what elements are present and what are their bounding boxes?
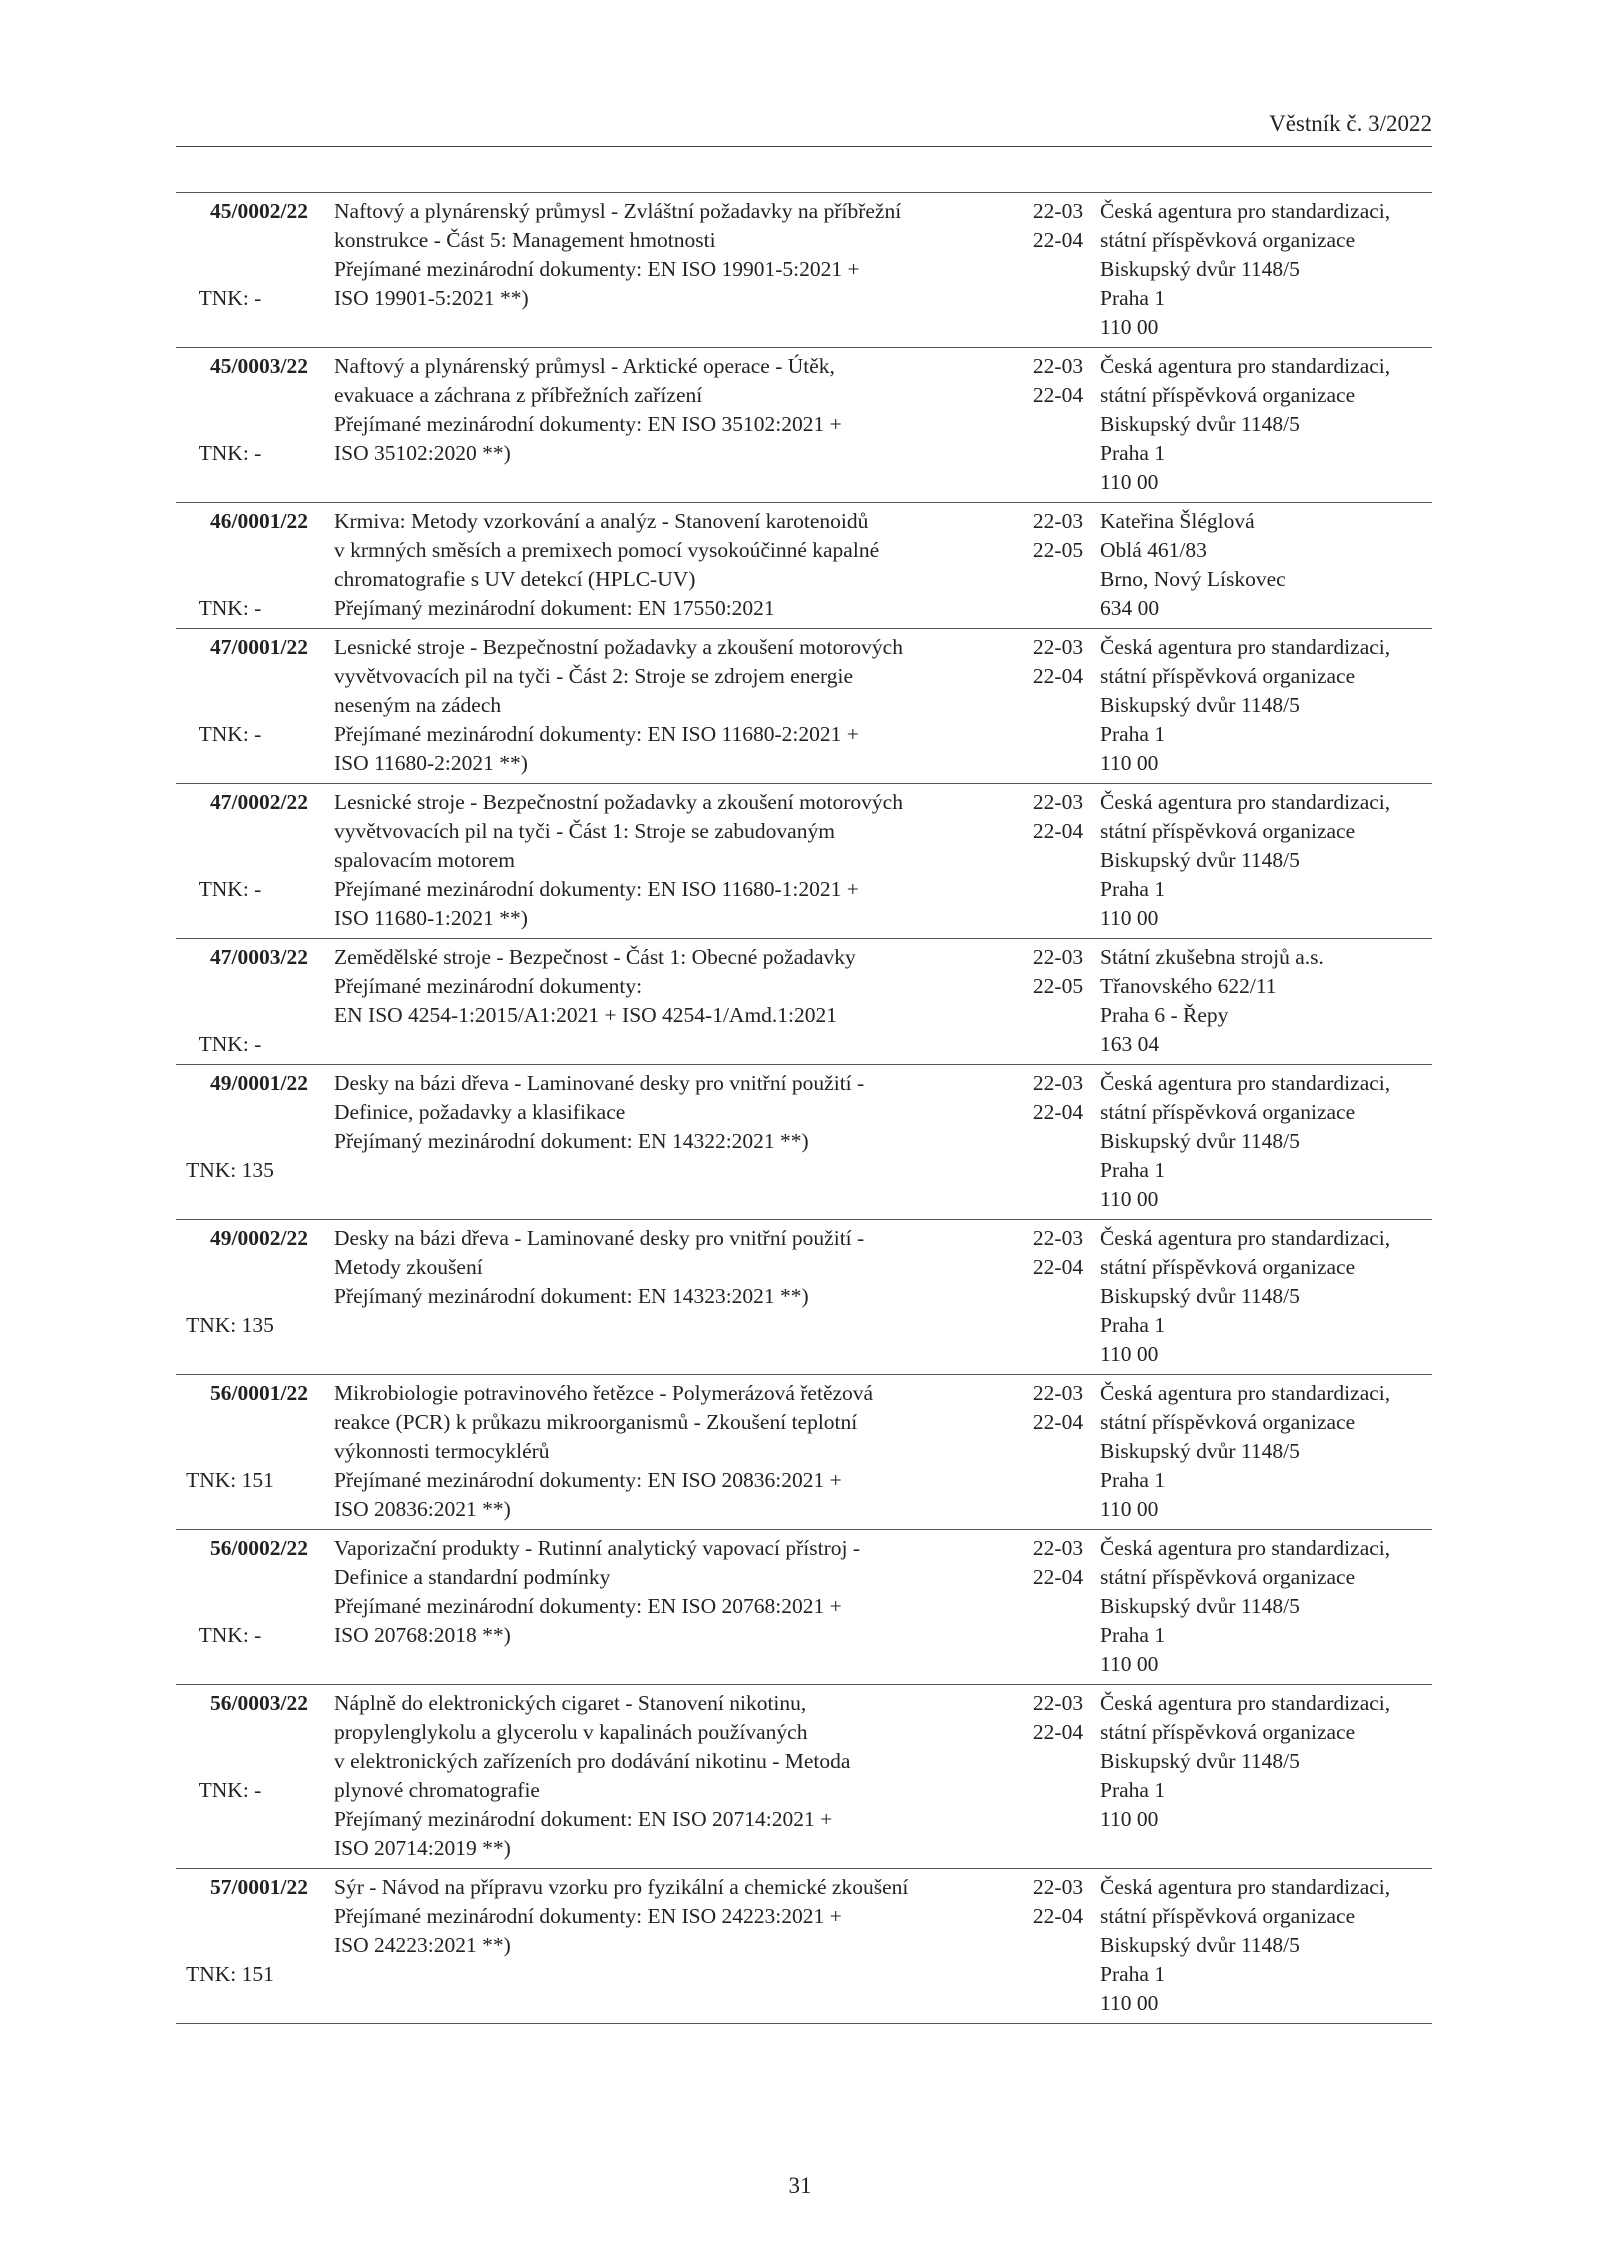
comment-period-line: 22-04 (1032, 819, 1084, 843)
table-row (176, 348, 1432, 503)
contact-address-line: 110 00 (1100, 315, 1159, 339)
notice-code: 49/0002/22 (210, 1226, 308, 1250)
standard-title-line: Naftový a plynárenský průmysl - Zvláštní požadavky na příbřežní (334, 199, 902, 223)
contact-address-line: Praha 1 (1100, 722, 1166, 746)
contact-address-line: 110 00 (1100, 1187, 1159, 1211)
contact-address-line: Praha 1 (1100, 286, 1166, 310)
standard-title-line: Desky na bázi dřeva - Laminované desky pro vnitřní použití - (334, 1226, 865, 1250)
standard-title-line: Krmiva: Metody vzorkování a analýz - Stanovení karotenoidů (334, 509, 869, 533)
contact-address (1100, 507, 1440, 623)
standard-title-line: Lesnické stroje - Bezpečnostní požadavky a zkoušení motorových (334, 790, 903, 814)
standard-title-line: Zemědělské stroje - Bezpečnost - Část 1: Obecné požadavky (334, 945, 856, 969)
standard-title-line: Přejímané mezinárodní dokumenty: (334, 974, 643, 998)
tnk-label: TNK: - (198, 1623, 262, 1647)
standard-title-line: konstrukce - Část 5: Management hmotnosti (334, 228, 716, 252)
contact-address-line: Biskupský dvůr 1148/5 (1100, 412, 1300, 436)
table-row (176, 1220, 1432, 1375)
comment-period (1018, 197, 1098, 255)
contact-address-line: Biskupský dvůr 1148/5 (1100, 1933, 1300, 1957)
standard-title-line: chromatografie s UV detekcí (HPLC-UV) (334, 567, 696, 591)
comment-period-line: 22-04 (1032, 664, 1084, 688)
contact-address-line: 163 04 (1100, 1032, 1160, 1056)
comment-period-line: 22-03 (1032, 354, 1084, 378)
contact-address-line: Česká agentura pro standardizaci, (1100, 1875, 1391, 1899)
contact-address (1100, 788, 1440, 933)
contact-address-line: Biskupský dvůr 1148/5 (1100, 693, 1300, 717)
standard-title (334, 1534, 1014, 1650)
contact-address-line: Česká agentura pro standardizaci, (1100, 1071, 1391, 1095)
tnk-label: TNK: - (198, 722, 262, 746)
standard-title (334, 788, 1014, 933)
contact-address-line: Biskupský dvůr 1148/5 (1100, 1284, 1300, 1308)
standard-title-line: EN ISO 4254-1:2015/A1:2021 + ISO 4254-1/Amd.1:2021 (334, 1003, 838, 1027)
table-row (176, 193, 1432, 348)
standard-title-line: Přejímané mezinárodní dokumenty: EN ISO 20836:2021 + (334, 1468, 842, 1492)
notice-code: 47/0003/22 (210, 945, 308, 969)
contact-address-line: Biskupský dvůr 1148/5 (1100, 1129, 1300, 1153)
contact-address-line: Brno, Nový Lískovec (1100, 567, 1286, 591)
contact-address (1100, 1069, 1440, 1214)
comment-period-line: 22-04 (1032, 1255, 1084, 1279)
table-row (176, 939, 1432, 1065)
standard-title (334, 1069, 1014, 1156)
contact-address-line: 634 00 (1100, 596, 1160, 620)
standard-title-line: Přejímané mezinárodní dokumenty: EN ISO 11680-1:2021 + (334, 877, 859, 901)
contact-address-line: 110 00 (1100, 470, 1159, 494)
table-row (176, 503, 1432, 629)
contact-address-line: Praha 1 (1100, 1778, 1166, 1802)
comment-period (1018, 352, 1098, 410)
contact-address-line: Biskupský dvůr 1148/5 (1100, 1749, 1300, 1773)
comment-period-line: 22-03 (1032, 1381, 1084, 1405)
contact-address-line: státní příspěvková organizace (1100, 383, 1356, 407)
notice-code: 47/0001/22 (210, 635, 308, 659)
standard-title (334, 1224, 1014, 1311)
notice-code: 47/0002/22 (210, 790, 308, 814)
standard-title (334, 943, 1014, 1030)
comment-period (1018, 1873, 1098, 1931)
comment-period-line: 22-03 (1032, 199, 1084, 223)
contact-address (1100, 1534, 1440, 1679)
contact-address-line: státní příspěvková organizace (1100, 228, 1356, 252)
page-header (176, 110, 1432, 147)
tnk-label: TNK: 135 (186, 1313, 274, 1337)
contact-address-line: Třanovského 622/11 (1100, 974, 1277, 998)
comment-period-line: 22-04 (1032, 1565, 1084, 1589)
contact-address-line: 110 00 (1100, 751, 1159, 775)
notice-code: 45/0002/22 (210, 199, 308, 223)
standard-title-line: evakuace a záchrana z příbřežních zařízení (334, 383, 703, 407)
standard-title-line: ISO 35102:2020 **) (334, 441, 511, 465)
contact-address-line: Oblá 461/83 (1100, 538, 1207, 562)
contact-address-line: Biskupský dvůr 1148/5 (1100, 1594, 1300, 1618)
table-row (176, 1065, 1432, 1220)
notice-code: 56/0002/22 (210, 1536, 308, 1560)
standard-title-line: Přejímané mezinárodní dokumenty: EN ISO 20768:2021 + (334, 1594, 842, 1618)
comment-period-line: 22-03 (1032, 1536, 1084, 1560)
standard-title-line: Přejímané mezinárodní dokumenty: EN ISO 19901-5:2021 + (334, 257, 860, 281)
table-row (176, 1869, 1432, 2024)
comment-period-line: 22-04 (1032, 1720, 1084, 1744)
contact-address-line: 110 00 (1100, 1807, 1159, 1831)
standard-title-line: ISO 20768:2018 **) (334, 1623, 511, 1647)
comment-period (1018, 507, 1098, 565)
contact-address (1100, 1689, 1440, 1834)
contact-address (1100, 1379, 1440, 1524)
contact-address-line: 110 00 (1100, 1991, 1159, 2015)
standard-title-line: spalovacím motorem (334, 848, 515, 872)
tnk-label: TNK: - (198, 1778, 262, 1802)
bulletin-title: Věstník č. 3/2022 (1269, 111, 1432, 136)
standard-title-line: neseným na zádech (334, 693, 502, 717)
comment-period-line: 22-03 (1032, 1071, 1084, 1095)
standard-title-line: vyvětvovacích pil na tyči - Část 1: Stroje se zabudovaným (334, 819, 835, 843)
standard-title-line: ISO 24223:2021 **) (334, 1933, 511, 1957)
tnk-label: TNK: - (198, 596, 262, 620)
comment-period-line: 22-05 (1032, 974, 1084, 998)
standard-title-line: Definice, požadavky a klasifikace (334, 1100, 626, 1124)
standard-title (334, 352, 1014, 468)
contact-address-line: Praha 1 (1100, 1623, 1166, 1647)
comment-period (1018, 1534, 1098, 1592)
standard-title-line: ISO 20714:2019 **) (334, 1836, 511, 1860)
standard-title-line: Přejímaný mezinárodní dokument: EN ISO 20714:2021 + (334, 1807, 833, 1831)
standard-title-line: Mikrobiologie potravinového řetězce - Polymerázová řetězová (334, 1381, 874, 1405)
table-row (176, 1530, 1432, 1685)
contact-address-line: Praha 1 (1100, 1158, 1166, 1182)
contact-address-line: 110 00 (1100, 1652, 1159, 1676)
comment-period-line: 22-04 (1032, 1904, 1084, 1928)
contact-address-line: Česká agentura pro standardizaci, (1100, 635, 1391, 659)
standard-title (334, 1379, 1014, 1524)
standard-title-line: ISO 20836:2021 **) (334, 1497, 511, 1521)
tnk-label: TNK: 135 (186, 1158, 274, 1182)
contact-address (1100, 943, 1440, 1059)
contact-address-line: Česká agentura pro standardizaci, (1100, 1691, 1391, 1715)
tnk-label: TNK: - (198, 441, 262, 465)
comment-period (1018, 943, 1098, 1001)
contact-address-line: státní příspěvková organizace (1100, 1410, 1356, 1434)
tnk-label: TNK: - (198, 877, 262, 901)
notice-table (176, 192, 1432, 2024)
standard-title-line: ISO 11680-2:2021 **) (334, 751, 528, 775)
standard-title-line: Náplně do elektronických cigaret - Stanovení nikotinu, (334, 1691, 807, 1715)
standard-title-line: plynové chromatografie (334, 1778, 540, 1802)
standard-title-line: ISO 19901-5:2021 **) (334, 286, 529, 310)
tnk-label: TNK: 151 (186, 1468, 274, 1492)
comment-period-line: 22-03 (1032, 1875, 1084, 1899)
standard-title (334, 507, 1014, 623)
standard-title-line: Naftový a plynárenský průmysl - Arktické operace - Útěk, (334, 354, 835, 378)
standard-title-line: propylenglykolu a glycerolu v kapalinách používaných (334, 1720, 808, 1744)
standard-title-line: Přejímané mezinárodní dokumenty: EN ISO 35102:2021 + (334, 412, 842, 436)
comment-period-line: 22-04 (1032, 383, 1084, 407)
contact-address-line: Praha 1 (1100, 1468, 1166, 1492)
standard-title (334, 197, 1014, 313)
comment-period-line: 22-03 (1032, 1691, 1084, 1715)
standard-title-line: vyvětvovacích pil na tyči - Část 2: Stroje se zdrojem energie (334, 664, 854, 688)
contact-address-line: Kateřina Šléglová (1100, 509, 1255, 533)
contact-address-line: Česká agentura pro standardizaci, (1100, 790, 1391, 814)
contact-address-line: státní příspěvková organizace (1100, 664, 1356, 688)
comment-period-line: 22-05 (1032, 538, 1084, 562)
standard-title (334, 1873, 1014, 1960)
contact-address-line: 110 00 (1100, 906, 1159, 930)
contact-address-line: Česká agentura pro standardizaci, (1100, 1536, 1391, 1560)
notice-code: 45/0003/22 (210, 354, 308, 378)
contact-address-line: státní příspěvková organizace (1100, 1255, 1356, 1279)
standard-title-line: v elektronických zařízeních pro dodávání nikotinu - Metoda (334, 1749, 851, 1773)
tnk-label: TNK: 151 (186, 1962, 274, 1986)
contact-address-line: Česká agentura pro standardizaci, (1100, 199, 1391, 223)
standard-title-line: Přejímaný mezinárodní dokument: EN 17550:2021 (334, 596, 775, 620)
standard-title-line: Sýr - Návod na přípravu vzorku pro fyzikální a chemické zkoušení (334, 1875, 909, 1899)
contact-address-line: 110 00 (1100, 1497, 1159, 1521)
comment-period-line: 22-04 (1032, 228, 1084, 252)
contact-address-line: státní příspěvková organizace (1100, 819, 1356, 843)
standard-title-line: reakce (PCR) k průkazu mikroorganismů - Zkoušení teplotní (334, 1410, 858, 1434)
standard-title-line: v krmných směsích a premixech pomocí vysokoúčinné kapalné (334, 538, 880, 562)
notice-code: 46/0001/22 (210, 509, 308, 533)
contact-address-line: Biskupský dvůr 1148/5 (1100, 257, 1300, 281)
comment-period-line: 22-03 (1032, 509, 1084, 533)
standard-title-line: Přejímané mezinárodní dokumenty: EN ISO 11680-2:2021 + (334, 722, 859, 746)
contact-address-line: Praha 1 (1100, 877, 1166, 901)
table-row (176, 1685, 1432, 1869)
tnk-label: TNK: - (198, 286, 262, 310)
contact-address-line: 110 00 (1100, 1342, 1159, 1366)
contact-address-line: Česká agentura pro standardizaci, (1100, 1226, 1391, 1250)
contact-address-line: státní příspěvková organizace (1100, 1100, 1356, 1124)
comment-period (1018, 1689, 1098, 1747)
contact-address-line: Státní zkušebna strojů a.s. (1100, 945, 1324, 969)
contact-address (1100, 1224, 1440, 1369)
comment-period-line: 22-03 (1032, 945, 1084, 969)
notice-code: 56/0003/22 (210, 1691, 308, 1715)
contact-address-line: Praha 6 - Řepy (1100, 1003, 1229, 1027)
standard-title-line: Desky na bázi dřeva - Laminované desky pro vnitřní použití - (334, 1071, 865, 1095)
table-row (176, 784, 1432, 939)
contact-address-line: Praha 1 (1100, 441, 1166, 465)
tnk-label: TNK: - (198, 1032, 262, 1056)
comment-period-line: 22-03 (1032, 1226, 1084, 1250)
contact-address-line: Biskupský dvůr 1148/5 (1100, 848, 1300, 872)
comment-period-line: 22-03 (1032, 790, 1084, 814)
notice-code: 57/0001/22 (210, 1875, 308, 1899)
standard-title-line: ISO 11680-1:2021 **) (334, 906, 528, 930)
comment-period (1018, 1069, 1098, 1127)
comment-period-line: 22-04 (1032, 1410, 1084, 1434)
standard-title-line: Přejímaný mezinárodní dokument: EN 14323:2021 **) (334, 1284, 809, 1308)
contact-address-line: státní příspěvková organizace (1100, 1904, 1356, 1928)
comment-period-line: 22-04 (1032, 1100, 1084, 1124)
notice-code: 56/0001/22 (210, 1381, 308, 1405)
table-row (176, 1375, 1432, 1530)
standard-title-line: Metody zkoušení (334, 1255, 483, 1279)
contact-address-line: Praha 1 (1100, 1962, 1166, 1986)
contact-address-line: Česká agentura pro standardizaci, (1100, 354, 1391, 378)
standard-title (334, 1689, 1014, 1863)
standard-title-line: Definice a standardní podmínky (334, 1565, 611, 1589)
contact-address (1100, 1873, 1440, 2018)
comment-period (1018, 633, 1098, 691)
comment-period-line: 22-03 (1032, 635, 1084, 659)
standard-title (334, 633, 1014, 778)
page-number: 31 (788, 2173, 812, 2198)
comment-period (1018, 1224, 1098, 1282)
contact-address (1100, 633, 1440, 778)
contact-address (1100, 352, 1440, 497)
contact-address-line: Česká agentura pro standardizaci, (1100, 1381, 1391, 1405)
contact-address-line: státní příspěvková organizace (1100, 1565, 1356, 1589)
contact-address-line: státní příspěvková organizace (1100, 1720, 1356, 1744)
table-row (176, 629, 1432, 784)
standard-title-line: Vaporizační produkty - Rutinní analytický vapovací přístroj - (334, 1536, 861, 1560)
standard-title-line: Přejímaný mezinárodní dokument: EN 14322:2021 **) (334, 1129, 809, 1153)
comment-period (1018, 788, 1098, 846)
contact-address (1100, 197, 1440, 342)
notice-code: 49/0001/22 (210, 1071, 308, 1095)
contact-address-line: Praha 1 (1100, 1313, 1166, 1337)
standard-title-line: výkonnosti termocyklérů (334, 1439, 550, 1463)
standard-title-line: Lesnické stroje - Bezpečnostní požadavky a zkoušení motorových (334, 635, 903, 659)
contact-address-line: Biskupský dvůr 1148/5 (1100, 1439, 1300, 1463)
standard-title-line: Přejímané mezinárodní dokumenty: EN ISO 24223:2021 + (334, 1904, 842, 1928)
comment-period (1018, 1379, 1098, 1437)
